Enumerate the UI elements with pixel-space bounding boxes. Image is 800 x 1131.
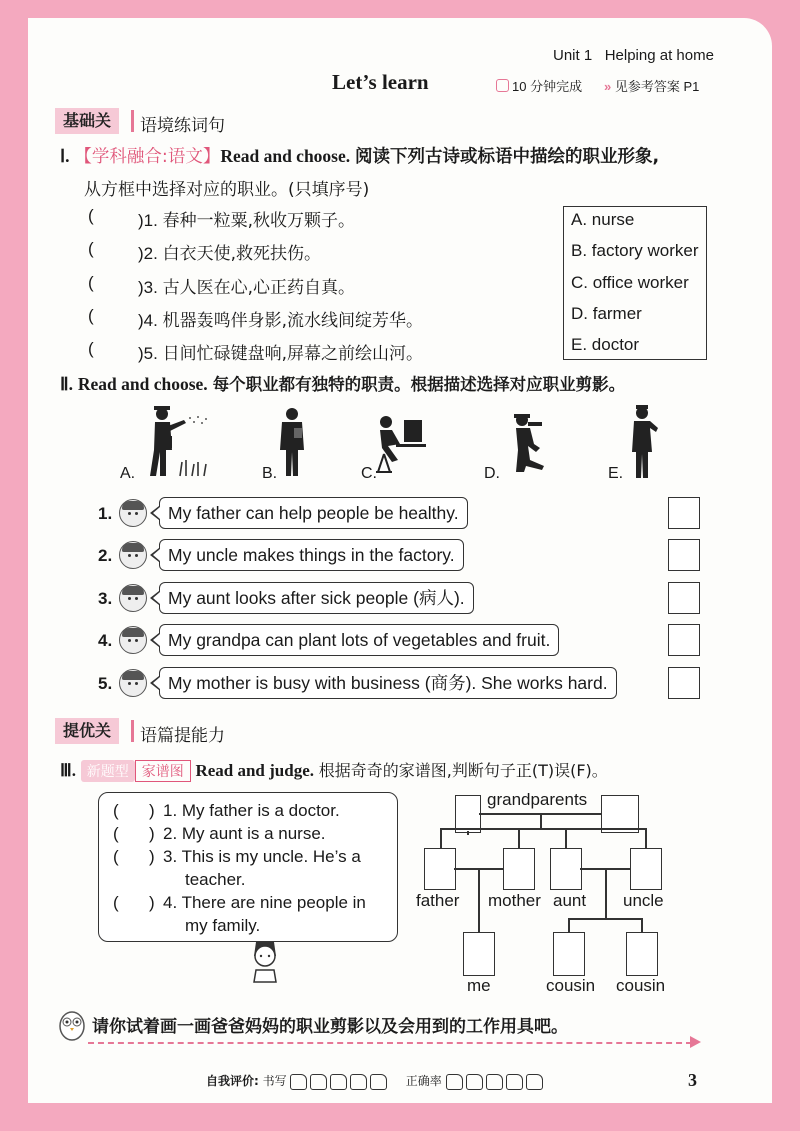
mother-photo [503, 848, 535, 890]
accuracy-label: 正确率 [405, 1074, 442, 1088]
item-number: )2. [138, 244, 158, 263]
thumb-icon[interactable] [466, 1074, 483, 1090]
part1-numeral: Ⅰ. [60, 146, 70, 166]
father-photo [424, 848, 456, 890]
answer-blank[interactable]: ( [113, 847, 119, 866]
section-subtitle-basic: 语境练词句 [140, 116, 225, 136]
list-item [138, 206, 355, 231]
thumb-icon[interactable] [526, 1074, 543, 1090]
silhouette-label-b: B. [262, 465, 278, 482]
item-text: 春种一粒粟,秋收万颗子。 [162, 211, 355, 231]
statement-text: 1. My father is a doctor. [163, 801, 340, 820]
item-number: 4. [98, 631, 113, 650]
bottom-strip [0, 1103, 800, 1131]
section-subtitle-advanced: 语篇提能力 [140, 726, 225, 746]
part2-instruction-en: Read and choose. [77, 374, 208, 394]
avatar [119, 669, 147, 697]
drawing-tip: 请你试着画一画爸爸妈妈的职业剪影以及会用到的工作用具吧。 [92, 1017, 568, 1037]
thumb-icon[interactable] [310, 1074, 327, 1090]
list-item [138, 239, 321, 264]
option-nurse: A. nurse [571, 210, 635, 229]
tag-divider [131, 110, 134, 132]
item-number: )1. [138, 211, 158, 230]
nurse-silhouette [624, 404, 664, 480]
owl-mascot-icon [56, 1004, 88, 1042]
thumb-icon[interactable] [446, 1074, 463, 1090]
tree-label-me: me [467, 976, 491, 995]
statement-text-continued: my family. [185, 916, 261, 935]
page-title: Let’s learn [332, 70, 429, 94]
tree-line [641, 918, 643, 932]
tree-label-aunt: aunt [553, 891, 587, 910]
part3-numeral: Ⅲ. [60, 761, 76, 780]
silhouette-label-a: A. [120, 465, 136, 482]
answer-blank[interactable]: ( [113, 893, 119, 912]
option-office-worker: C. office worker [571, 273, 689, 292]
part1-instruction-en: Read and choose. [220, 146, 351, 166]
answer-reference-text: 见参考答案 P1 [614, 79, 700, 94]
silhouette-label-d: D. [484, 465, 500, 482]
judge-statements-box [98, 792, 398, 942]
speech-bubble: My father can help people be healthy. [159, 497, 468, 529]
answer-blank[interactable]: ( [88, 206, 94, 225]
part1-subject-label: 【学科融合:语文】 [74, 147, 221, 167]
tree-line [518, 828, 520, 848]
answer-reference [604, 76, 699, 95]
answer-blank-close: ) [149, 824, 155, 843]
answer-blank-close: ) [149, 801, 155, 820]
option-doctor: E. doctor [571, 335, 640, 354]
tree-label-uncle: uncle [623, 891, 664, 910]
part1-instruction-cn: 阅读下列古诗或标语中描绘的职业形象, [355, 147, 660, 167]
silhouette-label-c: C. [361, 465, 377, 482]
thumb-icon[interactable] [486, 1074, 503, 1090]
thumb-icon[interactable] [506, 1074, 523, 1090]
speech-bubble: My uncle makes things in the factory. [159, 539, 464, 571]
family-tree-badge: 家谱图 [135, 760, 191, 782]
tree-label-father: father [416, 891, 460, 910]
unit-number: Unit 1 [553, 47, 593, 64]
item-number: 1. [98, 504, 113, 523]
part3-instruction-en: Read and judge. [195, 761, 315, 780]
thumb-icon[interactable] [370, 1074, 387, 1090]
avatar [119, 584, 147, 612]
unit-title: Helping at home [604, 47, 714, 64]
answer-blank[interactable]: ( [88, 306, 94, 325]
answer-blank[interactable]: ( [88, 273, 94, 292]
tree-line [478, 868, 480, 932]
silhouette-label-e: E. [608, 465, 624, 482]
tree-line [605, 868, 607, 918]
avatar [119, 541, 147, 569]
dashed-divider [88, 1042, 692, 1044]
item-text: 古人医在心,心正药自真。 [162, 278, 355, 298]
item-text: 日间忙碌键盘响,屏幕之前绘山河。 [162, 344, 423, 364]
list-item [138, 306, 423, 331]
clock-icon [496, 79, 509, 92]
answer-blank[interactable]: ( [113, 801, 119, 820]
part3-instruction [60, 758, 608, 782]
part2-instruction [60, 371, 625, 395]
tree-line [645, 828, 647, 848]
item-text: 白衣天使,救死扶伤。 [162, 244, 321, 264]
part2-instruction-cn: 每个职业都有独特的职责。根据描述选择对应职业剪影。 [212, 375, 626, 394]
part3-instruction-cn: 根据奇奇的家谱图,判断句子正(T)误(F)。 [318, 761, 608, 780]
page-number: 3 [688, 1070, 697, 1090]
cousin1-photo [553, 932, 585, 976]
statement-text: 2. My aunt is a nurse. [163, 824, 326, 843]
uncle-photo [630, 848, 662, 890]
answer-blank-close: ) [149, 893, 155, 912]
tree-line [440, 828, 442, 848]
arrow-icon [690, 1036, 701, 1048]
thumb-icon[interactable] [350, 1074, 367, 1090]
unit-header [553, 47, 714, 64]
tree-line [568, 918, 570, 932]
aunt-photo [550, 848, 582, 890]
answer-blank[interactable]: ( [113, 824, 119, 843]
tree-line [565, 828, 567, 848]
time-badge [496, 76, 582, 95]
item-number: 5. [98, 674, 113, 693]
item-text: 机器轰鸣伴身影,流水线间绽芳华。 [162, 311, 423, 331]
double-chevron-icon: » [604, 79, 612, 94]
writing-label: 书写 [262, 1074, 287, 1088]
part1-instruction [60, 143, 659, 168]
cousin2-photo [626, 932, 658, 976]
self-evaluation [206, 1072, 546, 1090]
doctor-silhouette [272, 406, 312, 478]
section-tag-basic: 基础关 [55, 108, 119, 134]
tag-divider [131, 720, 134, 742]
self-eval-label: 自我评价: [206, 1074, 259, 1088]
section-tag-advanced: 提优关 [55, 718, 119, 744]
avatar [119, 499, 147, 527]
option-farmer: D. farmer [571, 304, 642, 323]
tree-line [540, 813, 542, 828]
options-box [563, 206, 707, 360]
answer-box[interactable] [668, 582, 700, 614]
tree-label-cousin: cousin [546, 976, 596, 995]
new-type-badge: 新题型 [81, 760, 135, 782]
speech-bubble: My mother is busy with business (商务). She works hard. [159, 667, 617, 699]
qiqi-boy-avatar [248, 940, 282, 984]
thumb-icon[interactable] [290, 1074, 307, 1090]
item-number: 3. [98, 589, 113, 608]
avatar [119, 626, 147, 654]
office-worker-silhouette [370, 414, 430, 476]
tree-line [568, 918, 642, 920]
speech-bubble: My grandpa can plant lots of vegetables and fruit. [159, 624, 559, 656]
speech-bubble: My aunt looks after sick people (病人). [159, 582, 474, 614]
thumb-icon[interactable] [330, 1074, 347, 1090]
farmer-silhouette [140, 404, 220, 478]
statement-text-continued: teacher. [185, 870, 246, 889]
list-item [138, 339, 423, 364]
statement-text: 4. There are nine people in [163, 893, 366, 912]
option-factory-worker: B. factory worker [571, 241, 699, 260]
answer-blank-close: ) [149, 847, 155, 866]
answer-blank[interactable]: ( [88, 239, 94, 258]
part2-numeral: Ⅱ. [60, 374, 73, 394]
answer-box[interactable] [668, 539, 700, 571]
answer-box[interactable] [668, 667, 700, 699]
tree-line [467, 831, 469, 835]
answer-blank[interactable]: ( [88, 339, 94, 358]
item-number: )3. [138, 278, 158, 297]
item-number: )4. [138, 311, 158, 330]
statement-text: 3. This is my uncle. He’s a [163, 847, 361, 866]
part1-instruction-line2: 从方框中选择对应的职业。(只填序号) [84, 180, 370, 200]
tree-label-mother: mother [488, 891, 541, 910]
answer-box[interactable] [668, 624, 700, 656]
factory-worker-silhouette [500, 410, 560, 476]
tree-label-grandparents: grandparents [487, 790, 588, 809]
list-item [138, 273, 355, 298]
answer-box[interactable] [668, 497, 700, 529]
item-number: 2. [98, 546, 113, 565]
tree-line [440, 828, 646, 830]
tree-label-cousin: cousin [616, 976, 666, 995]
item-number: )5. [138, 344, 158, 363]
me-photo [463, 932, 495, 976]
time-badge-text: 10 分钟完成 [512, 79, 583, 94]
